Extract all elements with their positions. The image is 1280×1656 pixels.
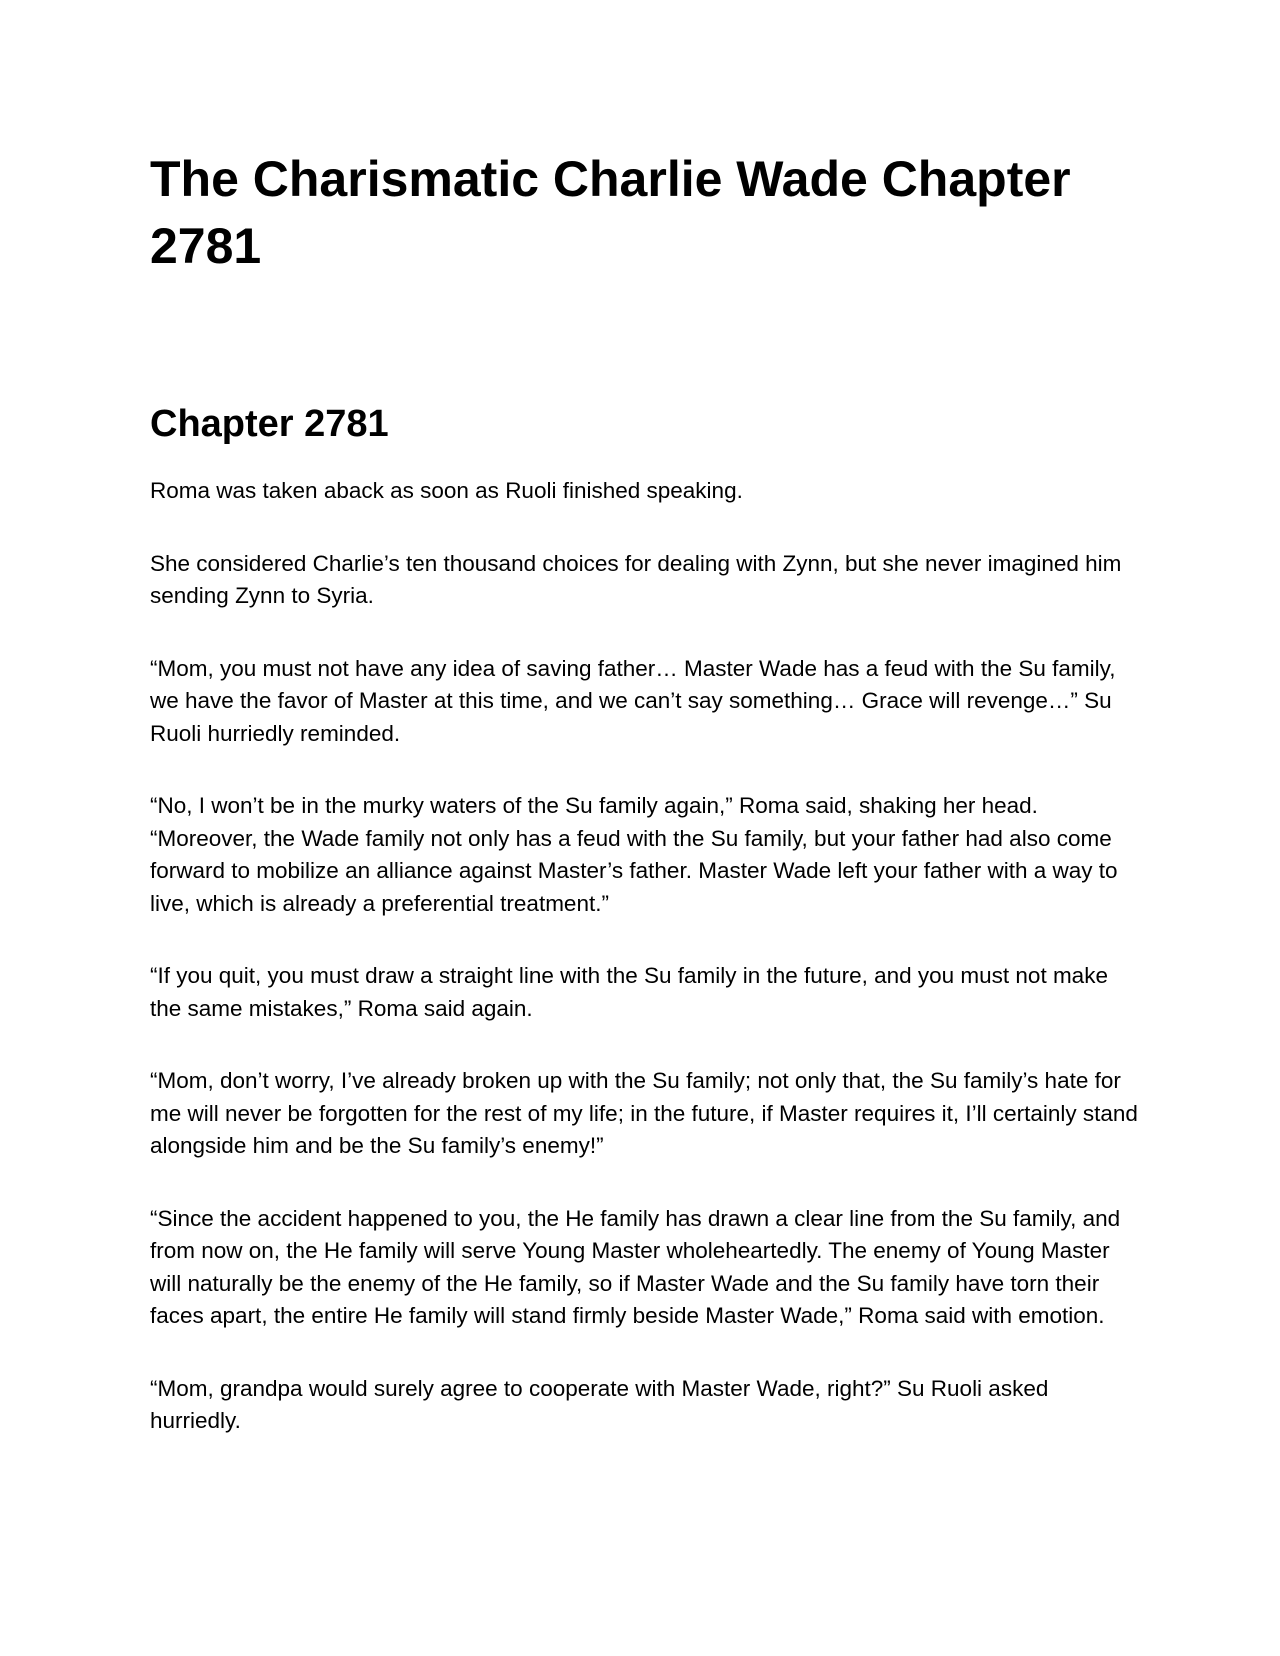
chapter-heading: Chapter 2781: [150, 403, 389, 445]
document-content: [150, 146, 1140, 1478]
paragraph: “Mom, you must not have any idea of saving father… Master Wade has a feud with the Su family, we have the favor of Master at this time, and we can’t say something… Grace will revenge…” Su Ruoli hurriedly reminded.: [150, 655, 1116, 746]
paragraph: She considered Charlie’s ten thousand choices for dealing with Zynn, but she never imagined him sending Zynn to Syria.: [150, 550, 1122, 608]
chapter-body: [150, 475, 1140, 1438]
paragraph: “Mom, grandpa would surely agree to cooperate with Master Wade, right?” Su Ruoli asked hurriedly.: [150, 1375, 1049, 1433]
paragraph: “Since the accident happened to you, the He family has drawn a clear line from the Su family, and from now on, the He family will serve Young Master wholeheartedly. The enemy of Young Master will naturally be the enemy of the He family, so if Master Wade and the Su family have torn their faces apart, the entire He family will stand firmly beside Master Wade,” Roma said with emotion.: [150, 1205, 1121, 1328]
paragraph: Roma was taken aback as soon as Ruoli finished speaking.: [150, 478, 743, 503]
paragraph: “Mom, don’t worry, I’ve already broken up with the Su family; not only that, the Su family’s hate for me will never be forgotten for the rest of my life; in the future, if Master requires it, I’ll certainly stand alongside him and be the Su family’s enemy!”: [150, 1068, 1138, 1158]
paragraph: “No, I won’t be in the murky waters of the Su family again,” Roma said, shaking her head. “Moreover, the Wade family not only has a feud with the Su family, but your father had also come forward to mobilize an alliance against Master’s father. Master Wade left your father with a way to live, which is already a preferential treatment.”: [150, 793, 1118, 916]
paragraph: “If you quit, you must draw a straight line with the Su family in the future, and you must not make the same mistakes,” Roma said again.: [150, 963, 1108, 1021]
document-title: The Charismatic Charlie Wade Chapter 2781: [150, 151, 1071, 274]
